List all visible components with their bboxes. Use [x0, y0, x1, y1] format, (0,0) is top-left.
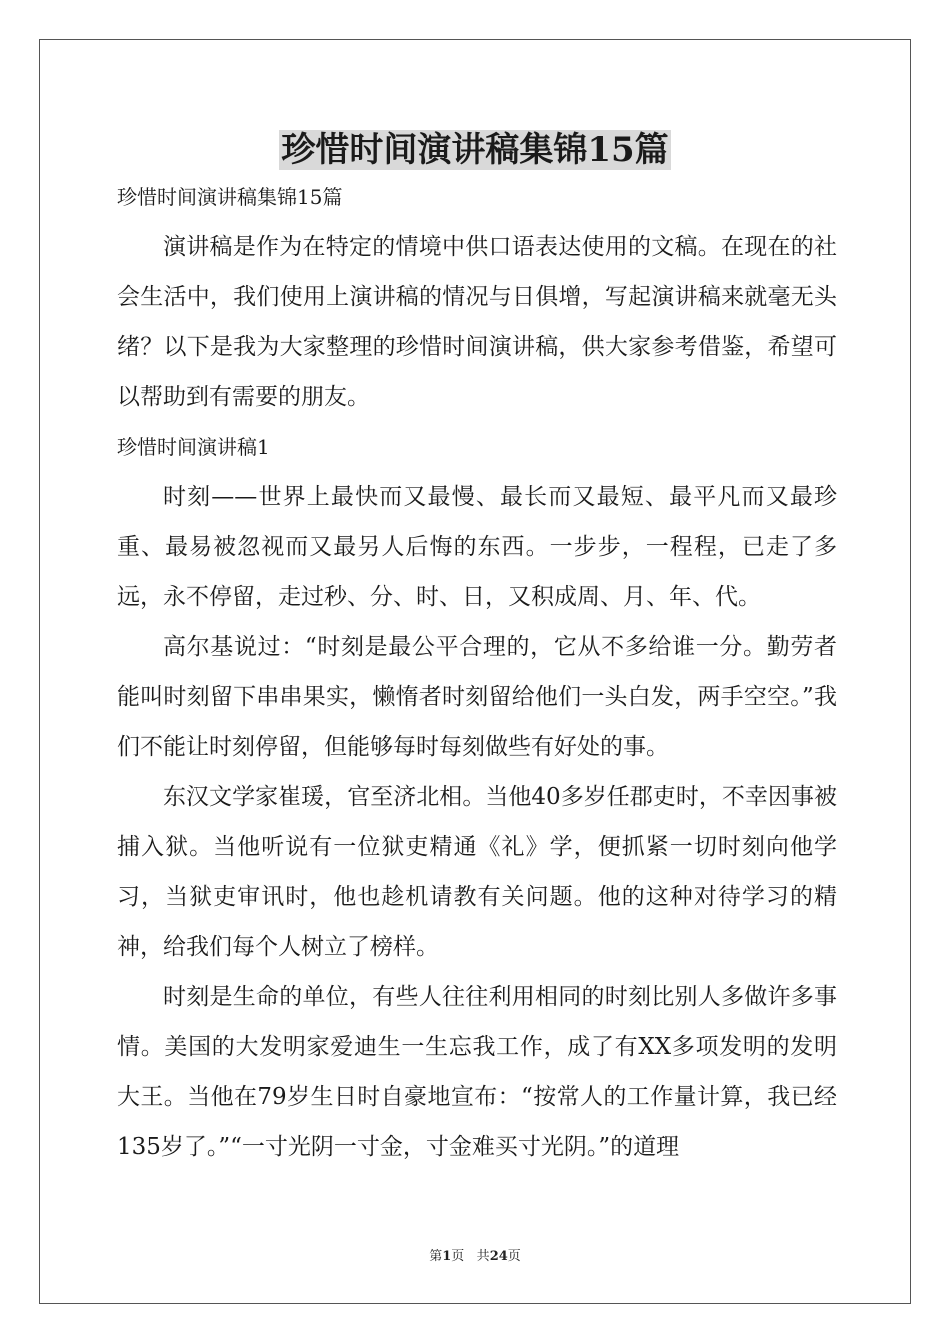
total-prefix: 共: [476, 1249, 490, 1264]
document-body: [117, 178, 837, 1172]
section-heading: 珍惜时间演讲稿1: [117, 435, 270, 459]
body-paragraph: 高尔基说过：“时刻是最公平合理的，它从不多给谁一分。勤劳者能叫时刻留下串串果实，懒惰者时刻留给他们一头白发，两手空空。”我们不能让时刻停留，但能够每时每刻做些有好处的事。: [117, 634, 837, 760]
intro-paragraph: 演讲稿是作为在特定的情境中供口语表达使用的文稿。在现在的社会生活中，我们使用上演讲稿的情况与日俱增，写起演讲稿来就毫无头绪？以下是我为大家整理的珍惜时间演讲稿，供大家参考借鉴，希望可以帮助到有需要的朋友。: [117, 234, 837, 410]
page-number: 1: [442, 1249, 452, 1264]
page-suffix: 页: [451, 1249, 465, 1264]
document-title: [0, 125, 950, 175]
body-paragraph: 时刻是生命的单位，有些人往往利用相同的时刻比别人多做许多事情。美国的大发明家爱迪生一生忘我工作，成了有XX多项发明的发明大王。当他在79岁生日时自豪地宣布：“按常人的工作量计算，我已经135岁了。”“一寸光阴一寸金，寸金难买寸光阴。”的道理: [117, 984, 837, 1160]
body-paragraph: 东汉文学家崔瑗，官至济北相。当他40多岁任郡吏时，不幸因事被捕入狱。当他听说有一位狱吏精通《礼》学，便抓紧一切时刻向他学习，当狱吏审讯时，他也趁机请教有关问题。他的这种对待学习的精神，给我们每个人树立了榜样。: [117, 784, 837, 960]
body-paragraph: 时刻——世界上最快而又最慢、最长而又最短、最平凡而又最珍重、最易被忽视而又最另人后悔的东西。一步步，一程程，已走了多远，永不停留，走过秒、分、时、日，又积成周、月、年、代。: [117, 484, 837, 610]
page-prefix: 第: [429, 1249, 443, 1264]
document-title-text: 珍惜时间演讲稿集锦15篇: [281, 130, 669, 170]
total-suffix: 页: [507, 1249, 521, 1264]
page-footer: [0, 1248, 950, 1266]
document-subtitle: 珍惜时间演讲稿集锦15篇: [117, 185, 343, 209]
total-pages: 24: [489, 1249, 508, 1264]
